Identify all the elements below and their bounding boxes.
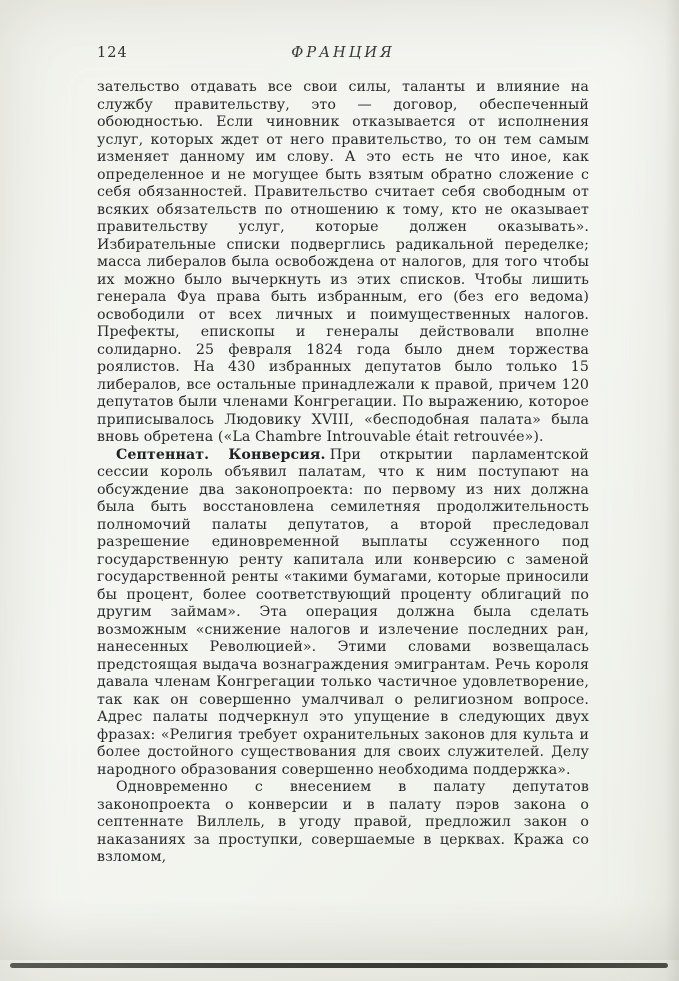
- paragraph: [97, 79, 589, 447]
- scan-edge-shade: [665, 0, 679, 981]
- paragraph: [97, 447, 589, 780]
- paragraph-text: зательство отдавать все свои силы, таланты и влияние на службу правительству, это — договор, обеспеченный обоюдностью. Если чиновник отказывается от исполнения услуг, которых ждет от него правительство, то он тем самым изменяет данному им слову. А это есть не что иное, как определенное и не могущее быть взятым обратно сложение с себя обязанностей. Правительство считает себя свободным от всяких обязательств по отношению к тому, кто не оказывает правительству услуг, которые должен оказывать». Избирательные списки подверглись радикальной переделке; масса либералов была освобождена от налогов, для того чтобы их можно было вычеркнуть из этих списков. Чтобы лишить генерала Фуа права быть избранным, его (без его ведома) освободили от всех личных и поимущественных налогов. Префекты, епископы и генералы действовали вполне солидарно. 25 февраля 1824 года было днем торжества роялистов. На 430 избранных депутатов было только 15 либералов, все остальные принадлежали к правой, причем 120 депутатов были членами Конгрегации. По выражению, которое приписывалось Людовику XVIII, «бесподобная палата» была вновь обретена («La Chambre Introuvable était retrouvée»).: [97, 79, 589, 445]
- paragraph-text: При открытии парламентской сессии король объявил палатам, что к ним поступают на обсуждение два законопроекта: по первому из них должна была быть восстановлена семилетняя продолжительность полномочий палаты депутатов, а второй преследовал разрешение единовременной выплаты ссуженного под государственную ренту капитала или конверсию с заменой государственной ренты «такими бумагами, которые приносили бы процент, более соответствующий проценту облигаций по другим займам». Эта операция должна была сделать возможным «снижение налогов и излечение последних ран, нанесенных Революцией». Этими словами возвещалась предстоящая выдача вознаграждения эмигрантам. Речь короля давала членам Конгрегации только частичное удовлетворение, так как он совершенно умалчивал о религиозном вопросе. Адрес палаты подчеркнул это упущение в следующих двух фразах: «Религия требует охранительных законов для культа и более достойного существования для своих служителей. Делу народного образования совершенно необходима поддержка».: [97, 446, 589, 778]
- running-header: ФРАНЦИЯ: [291, 45, 395, 61]
- page-number: 124: [97, 45, 128, 61]
- paragraph-text: Одновременно с внесением в палату депутатов законопроекта о конверсии и в палату пэров закона о септеннате Виллель, в угоду правой, предложил закон о наказаниях за проступки, совершаемые в церквах. Кража со взломом,: [97, 779, 589, 865]
- scan-edge-shade: [0, 900, 679, 960]
- scan-edge-line: [10, 963, 668, 968]
- page-header: [97, 45, 589, 65]
- paragraph: [97, 779, 589, 867]
- text-block: [97, 79, 589, 867]
- paragraph-lead: Септеннат. Конверсия.: [116, 446, 326, 463]
